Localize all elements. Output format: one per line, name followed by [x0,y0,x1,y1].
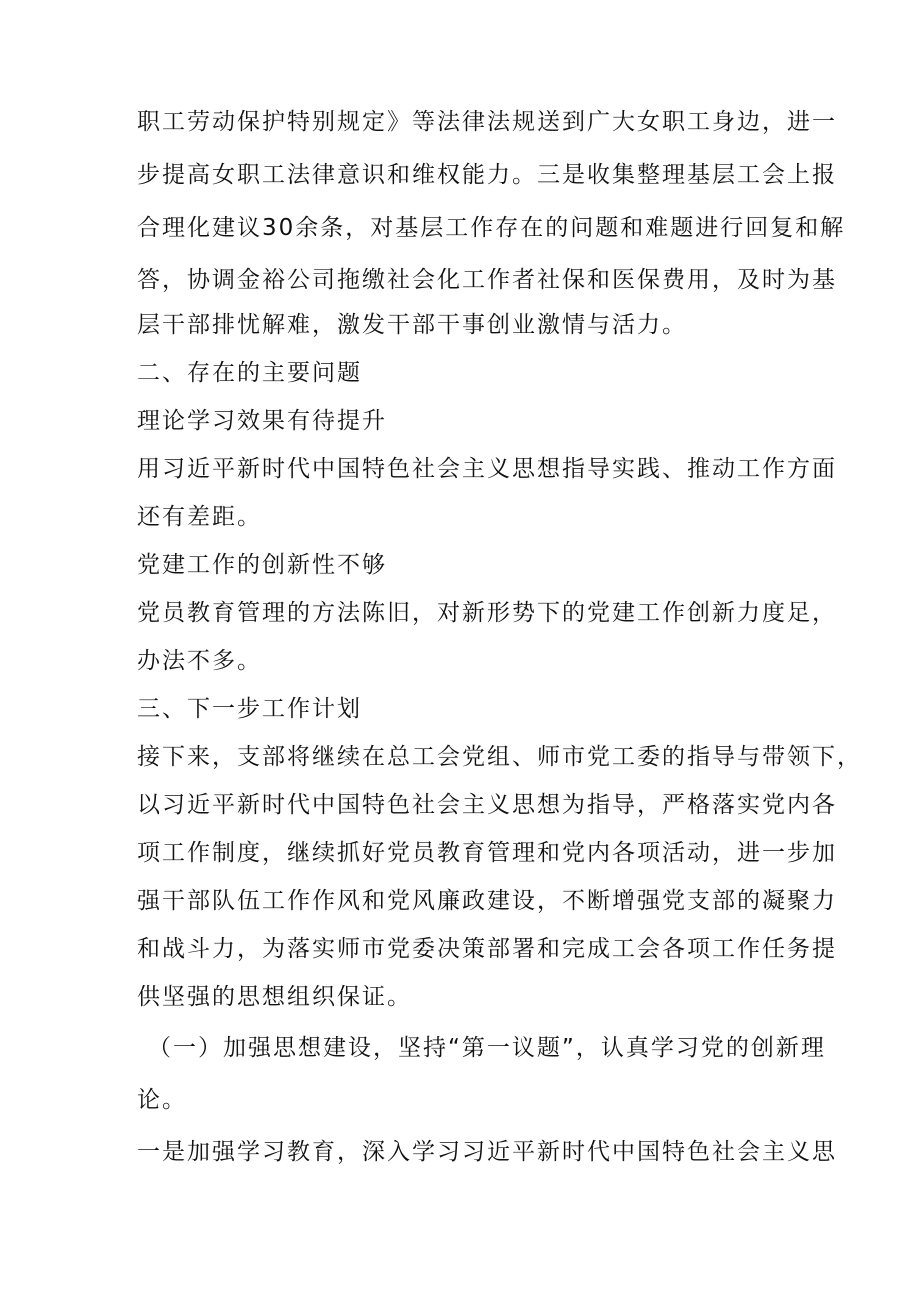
paragraph-line: 一是加强学习教育，深入学习习近平新时代中国特色社会主义思 [137,1139,837,1165]
paragraph-line: 用习近平新时代中国特色社会主义思想指导实践、推动工作方面 [137,456,837,482]
section-heading: 三、下一步工作计划 [137,696,362,722]
subheading: 理论学习效果有待提升 [137,408,387,434]
paragraph-line: 步提高女职工法律意识和维权能力。三是收集整理基层工会上报 [137,162,837,188]
paragraph-line: 职工劳动保护特别规定》等法律法规送到广大女职工身边，进一 [137,109,837,135]
paragraph-line: 项工作制度，继续抓好党员教育管理和党内各项活动，进一步加 [137,840,837,866]
paragraph-line: 党员教育管理的方法陈旧，对新形势下的党建工作创新力度足， [137,600,837,626]
paragraph-line: 合理化建议30余条，对基层工作存在的问题和难题进行回复和解 [137,215,846,241]
paragraph-line: 层干部排忧解难，激发干部干事创业激情与活力。 [137,312,687,338]
paragraph-line: 还有差距。 [137,504,262,530]
paragraph-line: 以习近平新时代中国特色社会主义思想为指导，严格落实党内各 [137,792,837,818]
paragraph-line: 供坚强的思想组织保证。 [137,984,412,1010]
section-heading: 二、存在的主要问题 [137,360,362,386]
paragraph-line: 强干部队伍工作作风和党风廉政建设，不断增强党支部的凝聚力 [137,888,837,914]
paragraph-line: 接下来，支部将继续在总工会党组、师市党工委的指导与带领下， [137,744,862,770]
paragraph-line: 和战斗力，为落实师市党委决策部署和完成工会各项工作任务提 [137,936,837,962]
paragraph-line: 论。 [137,1087,187,1113]
subsection-heading: （一）加强思想建设，坚持“第一议题”，认真学习党的创新理 [148,1035,826,1061]
paragraph-line: 办法不多。 [137,648,262,674]
paragraph-line: 答，协调金裕公司拖缴社会化工作者社保和医保费用，及时为基 [137,267,837,293]
subheading: 党建工作的创新性不够 [137,552,387,578]
